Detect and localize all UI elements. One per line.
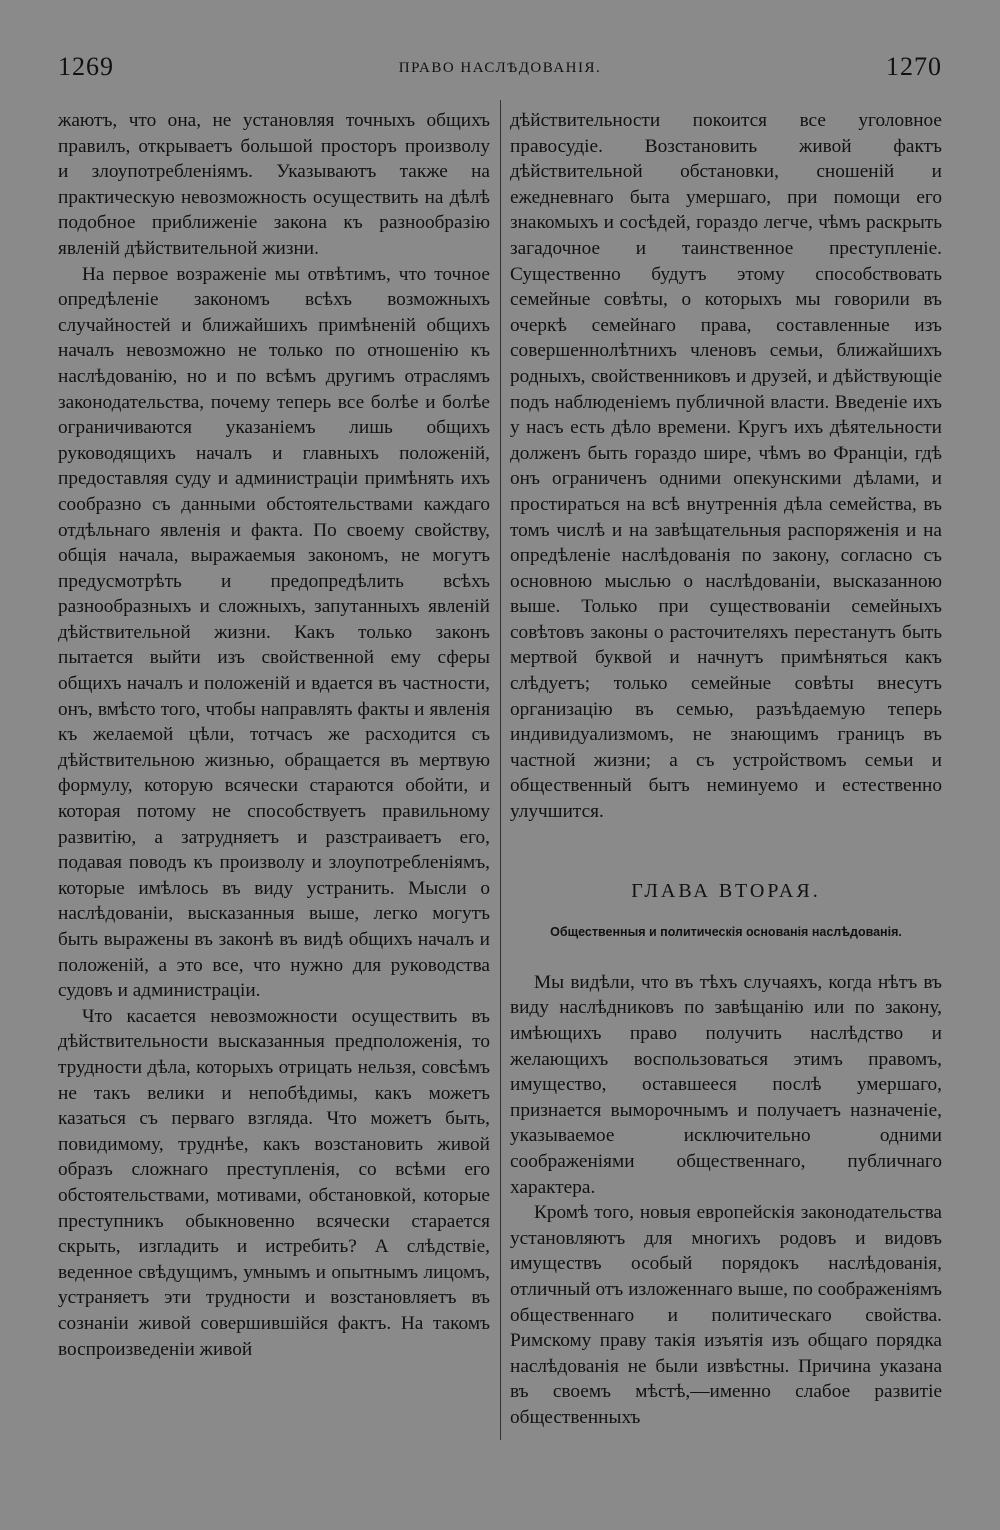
- left-column: [58, 108, 490, 1362]
- column-divider: [500, 100, 501, 1440]
- page-header: [0, 52, 1000, 86]
- paragraph: На первое возраженіе мы отвѣтимъ, что точное опредѣленіе закономъ всѣхъ возможныхъ случайностей и ближайшихъ примѣненій общихъ началъ невозможно не только по отношенію къ наслѣдованію, но и по всѣмъ другимъ отраслямъ законодательства, почему теперь все болѣе и болѣе ограничиваются указаніемъ лишь общихъ руководящихъ началъ и главныхъ положеній, предоставляя суду и администраціи примѣнять ихъ сообразно съ данными обстоятельствами каждаго отдѣльнаго явленія и факта. По своему свойству, общія начала, выражаемыя закономъ, не могутъ предусмотрѣть и предопредѣлить всѣхъ разнообразныхъ и сложныхъ, запутанныхъ явленій дѣйствительной жизни. Какъ только законъ пытается выйти изъ свойственной ему сферы общихъ началъ и положеній и вдается въ частности, онъ, вмѣсто того, чтобы направлять факты и явленія къ желаемой цѣли, тотчасъ же расходится съ дѣйствительною жизнью, обращается въ мертвую формулу, которую всячески стараются обойти, и которая потому не способствуетъ правильному развитію, а затрудняетъ и разстраиваетъ его, подавая поводъ къ произволу и злоупотребленіямъ, которые имѣлось въ виду устранить. Мысли о наслѣдованіи, высказанныя выше, легко могутъ быть выражены въ законѣ въ видѣ общихъ началъ и положеній, а это все, что нужно для руководства судовъ и администраціи.: [58, 263, 490, 1002]
- paragraph: жаютъ, что она, не установляя точныхъ общихъ правилъ, открываетъ большой просторъ произволу и злоупотребленіямъ. Указываютъ также на практическую невозможность осуществить на дѣлѣ подобное приближеніе закона къ разнообразію явленій дѣйствительной жизни.: [58, 110, 490, 259]
- left-page-number: 1269: [58, 52, 114, 81]
- chapter-subtitle: Общественныя и политическія основанія наслѣдованія.: [550, 925, 902, 940]
- right-page-number: 1270: [886, 52, 942, 81]
- chapter-title: ГЛАВА ВТОРАЯ.: [631, 879, 821, 902]
- right-column: [510, 108, 942, 1431]
- paragraph: Что касается невозможности осуществить въ дѣйствительности высказанныя предположенія, то трудности дѣла, которыхъ отрицать нельзя, совсѣмъ не такъ велики и непобѣдимы, какъ можетъ казаться съ перваго взгляда. Что можетъ быть, повидимому, труднѣе, какъ возстановить живой образъ сложнаго преступленія, со всѣми его обстоятельствами, мотивами, обстановкой, которые преступникъ обыкновенно всячески старается скрыть, изгладить и истребить? А слѣдствіе, веденное свѣдущимъ, умнымъ и опытнымъ лицомъ, устраняетъ эти трудности и возстановляетъ въ сознаніи живой совершившійся фактъ. На такомъ воспроизведеніи живой: [58, 1005, 490, 1360]
- paragraph: дѣйствительности покоится все уголовное правосудіе. Возстановить живой фактъ дѣйствительной обстановки, сношеній и ежедневнаго быта умершаго, при помощи его знакомыхъ и сосѣдей, гораздо легче, чѣмъ раскрыть загадочное и таинственное преступленіе. Существенно будутъ этому способствовать семейные совѣты, о которыхъ мы говорили въ очеркѣ семейнаго права, составленные изъ совершеннолѣтнихъ членовъ семьи, ближайшихъ родныхъ, свойственниковъ и друзей, и дѣйствующіе подъ наблюденіемъ публичной власти. Введеніе ихъ у насъ есть дѣло времени. Кругъ ихъ дѣятельности долженъ быть гораздо шире, чѣмъ во Франціи, гдѣ онъ ограниченъ одними опекунскими дѣлами, и простираться на всѣ внутреннія дѣла семейства, въ томъ числѣ и на завѣщательныя распоряженія и на опредѣленіе наслѣдованія по закону, согласно съ основною мыслью о наслѣдованіи, высказанною выше. Только при существованіи семейныхъ совѣтовъ законы о расточителяхъ перестанутъ быть мертвой буквой и начнутъ примѣняться какъ слѣдуетъ; только семейные совѣты внесутъ организацію въ семью, разъѣдаемую теперь индивидуализмомъ, не знающимъ границъ въ частной жизни; а съ устройствомъ семьи и общественный бытъ неминуемо и естественно улучшится.: [510, 110, 942, 823]
- paragraph: Мы видѣли, что въ тѣхъ случаяхъ, когда нѣтъ въ виду наслѣдниковъ по завѣщанію или по закону, имѣющихъ право получить наслѣдство и желающихъ воспользоваться этимъ правомъ, имущество, оставшееся послѣ умершаго, признается выморочнымъ и получаетъ назначеніе, указываемое исключительно одними соображеніями общественнаго, публичнаго характера.: [510, 971, 942, 1198]
- running-title: ПРАВО НАСЛѢДОВАНІЯ.: [398, 60, 602, 76]
- paragraph: Кромѣ того, новыя европейскія законодательства установляютъ для многихъ родовъ и видовъ имуществъ особый порядокъ наслѣдованія, отличный отъ изложеннаго выше, по соображеніямъ общественнаго и политическаго свойства. Римскому праву такія изъятія изъ общаго порядка наслѣдованія не были извѣстны. Причина указана въ своемъ мѣстѣ,—именно слабое развитіе общественныхъ: [510, 1202, 942, 1428]
